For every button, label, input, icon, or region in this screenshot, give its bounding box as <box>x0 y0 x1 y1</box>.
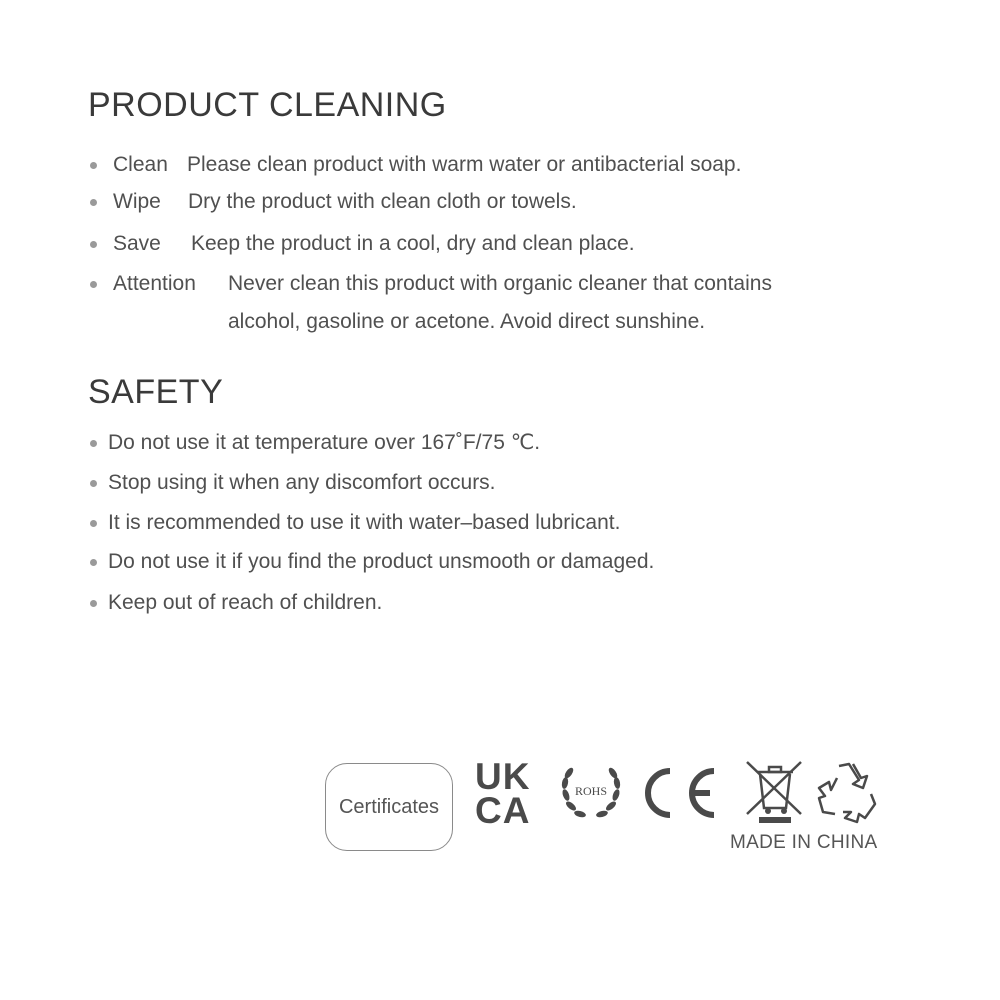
ukca-bottom-text: CA <box>475 790 531 826</box>
certificates-box <box>325 763 453 851</box>
cleaning-text: Never clean this product with organic cleaner that contains <box>228 272 772 295</box>
cleaning-label: Save <box>113 232 161 255</box>
cleaning-text: Keep the product in a cool, dry and clean place. <box>191 232 635 255</box>
made-in-label: MADE IN CHINA <box>730 832 878 853</box>
safety-text: It is recommended to use it with water–based lubricant. <box>108 511 621 534</box>
ce-mark <box>640 763 720 823</box>
bullet-icon <box>90 162 97 169</box>
certificates-label: Certificates <box>338 795 440 818</box>
ukca-top-text: UK <box>475 758 531 797</box>
safety-text: Do not use it at temperature over 167˚F/75 ℃. <box>108 431 541 454</box>
weee-bin-icon <box>743 758 807 824</box>
bullet-icon <box>90 440 97 447</box>
cleaning-label: Attention <box>113 272 196 295</box>
safety-heading: SAFETY <box>88 373 224 411</box>
cleaning-label: Clean <box>113 153 168 176</box>
safety-text: Stop using it when any discomfort occurs. <box>108 471 496 494</box>
bullet-icon <box>90 241 97 248</box>
cleaning-heading: PRODUCT CLEANING <box>88 86 447 124</box>
cleaning-text-continued: alcohol, gasoline or acetone. Avoid direct sunshine. <box>228 310 706 333</box>
bullet-icon <box>90 480 97 487</box>
safety-text: Keep out of reach of children. <box>108 591 383 614</box>
rohs-mark <box>557 761 625 823</box>
ukca-mark <box>474 758 544 826</box>
bullet-icon <box>90 600 97 607</box>
recycle-icon <box>815 758 881 824</box>
cleaning-text: Dry the product with clean cloth or towels. <box>188 190 577 213</box>
cleaning-label: Wipe <box>113 190 161 213</box>
rohs-text: ROHS <box>574 784 608 798</box>
safety-text: Do not use it if you find the product unsmooth or damaged. <box>108 550 655 573</box>
bullet-icon <box>90 520 97 527</box>
bullet-icon <box>90 281 97 288</box>
bullet-icon <box>90 559 97 566</box>
cleaning-text: Please clean product with warm water or antibacterial soap. <box>187 153 742 176</box>
bullet-icon <box>90 199 97 206</box>
